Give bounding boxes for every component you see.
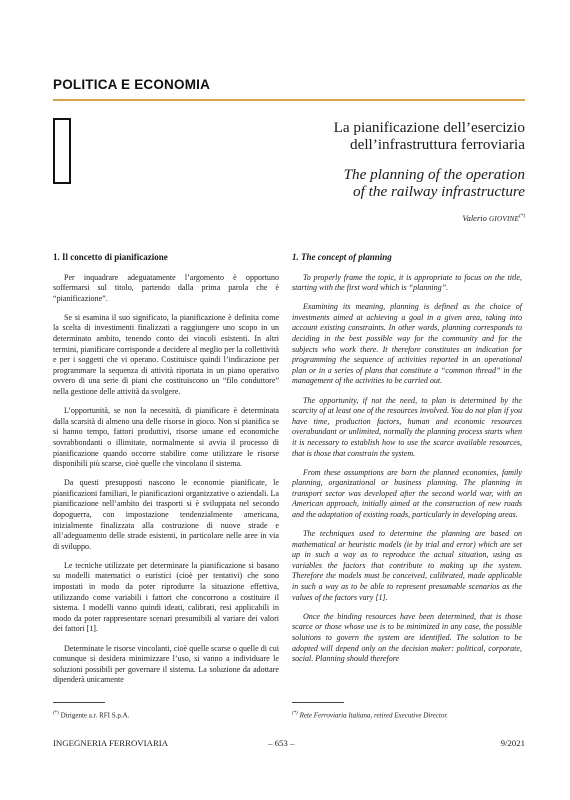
footnote-mark: (*) — [53, 711, 59, 716]
footnote-mark: (*) — [292, 711, 298, 716]
footer-journal: INGEGNERIA FERROVIARIA — [53, 738, 169, 748]
footnote-english — [292, 711, 448, 719]
italian-heading: 1. Il concetto di pianificazione — [53, 252, 168, 262]
author-last-name: GIOVINE — [489, 215, 520, 223]
english-paragraph: The techniques used to determine the planning are based on mathematical or heuristic models (ie by trial and error) which are set up in such a way as to reproduce the actual situation, using as variables the factors that contribute to making up the system. Therefore the models must be conceived, calibrated, made applicable in such a way as to be able to represent presumable scenarios as the values of the factors vary [1]. — [292, 529, 522, 602]
english-paragraph: Examining its meaning, planning is defined as the choice of investments aimed at achieving a goal in a given area, taking into account existing constraints. In other words, planning corresponds to deciding in the best possible way for the community and for the subjects who work there. It therefore constitutes an indication for programming the sequence of activities reported in an operational plan or in a series of plans that constitute a “common thread” in the management of the activities to be carried out. — [292, 302, 522, 386]
italian-paragraph: Da questi presupposti nascono le economie pianificate, le pianificazioni familiari, le pianificazioni organizzative o aziendali. La pianificazione nell’ambito dei trasporti si è sviluppata nel secondo dopoguerra, con impostazione tendenzialmente americana, inizialmente finalizzata alla costruzione di nuove strade e all’adeguamento delle strade esistenti, in particolare nelle aree in via di sviluppo. — [53, 478, 279, 551]
footnote-italian — [53, 711, 129, 719]
english-paragraph: To properly frame the topic, it is appropriate to focus on the title, starting with the first word which is “planning”. — [292, 272, 522, 293]
footnote-rule-left — [53, 702, 105, 703]
title-italian-line: La pianificazione dell’esercizio — [333, 119, 525, 136]
italian-column — [53, 252, 279, 694]
english-heading: 1. The concept of planning — [292, 252, 392, 262]
author — [462, 213, 525, 223]
italian-paragraph: L’opportunità, se non la necessità, di pianificare è determinata dalla scarsità di almeno una delle risorse in gioco. Non si pianifica se si hanno tempo, fattori produttivi, risorse umane ed economiche sovrabbondanti o illimitate, normalmente si avvia il processo di pianificazione quando occorre stabilire come utilizzare le risorse disponibili più scarse, cioè quelle che vincolano il sistema. — [53, 406, 279, 469]
footnote-rule-right — [292, 702, 344, 703]
section-label: POLITICA E ECONOMIA — [53, 77, 211, 92]
english-paragraph: The opportunity, if not the need, to plan is determined by the scarcity of at least one of the resources involved. You do not plan if you have time, production factors, human and economic resources overabundant or unlimited, normally the planning process starts when it is necessary to establish how to use the scarce available resources, that is those that constrain the system. — [292, 395, 522, 458]
section-rule — [53, 99, 525, 101]
italian-paragraph: Determinate le risorse vincolanti, cioè quelle scarse o quelle di cui comunque si desidera minimizzare l’uso, si vanno a individuare le soluzioni possibili per governare il sistema. La soluzione da adottare dipenderà unicamente — [53, 643, 279, 685]
footer-page-number: – 653 – — [268, 738, 295, 748]
author-first-name: Valerio — [462, 213, 487, 223]
decorative-box — [53, 118, 71, 184]
english-column — [292, 252, 522, 673]
title-italian-line: dell’infrastruttura ferroviaria — [350, 136, 525, 153]
footnote-text: Dirigente a.r. RFI S.p.A. — [60, 711, 130, 720]
footer-issue: 9/2021 — [500, 738, 525, 748]
title-english — [344, 166, 525, 200]
author-footnote-mark: (*) — [519, 214, 525, 220]
title-english-line: The planning of the operation — [343, 166, 525, 183]
italian-paragraph: Se si esamina il suo significato, la pianificazione è definita come la scelta di investimenti finalizzati a raggiungere uno scopo in un determinato ambito, tenendo conto dei vincoli esistenti. In altri termini, pianificare corrisponde a decidere al meglio per la collettività e per i soggetti che vi operano. Costituisce quindi l’indicazione per programmare la sequenza di attività riportata in un piano operativo ovvero di una serie di piani che costituiscono un “filo conduttore” nella gestione delle attività da svolgere. — [53, 312, 279, 397]
italian-paragraph: Le tecniche utilizzate per determinare la pianificazione si basano su modelli matematici o euristici (cioè per tentativi) che sono impostati in modo da poter riprodurre la situazione effettiva, utilizzando come variabili i fattori che concorrono a costituire il sistema. I modelli vanno quindi ideati, calibrati, resi applicabili in modo da poter rappresentare scenari presumibili al variare dei valori dei fattori [1]. — [53, 560, 279, 634]
title-english-line: of the railway infrastructure — [353, 183, 525, 200]
english-paragraph: From these assumptions are born the planned economies, family planning, organizational or business planning. The planning in transport sector was developed after the second world war, with an American approach, initially aimed at the construction of new roads and the adaptation of existing roads, particularly in developing areas. — [292, 467, 522, 519]
footnote-text: Rete Ferroviaria Italiana, retired Executive Director. — [299, 711, 449, 720]
title-italian — [334, 119, 525, 153]
italian-paragraph: Per inquadrare adeguatamente l’argomento è opportuno soffermarsi sul titolo, partendo dalla prima parola che è “pianificazione”. — [53, 272, 279, 303]
english-paragraph: Once the binding resources have been determined, that is those scarce or those whose use is to be minimized in any case, the possible solutions to govern the system are identified. The solution to be adopted will depend only on the decision maker: political, corporate, social. Planning should therefore — [292, 611, 522, 664]
